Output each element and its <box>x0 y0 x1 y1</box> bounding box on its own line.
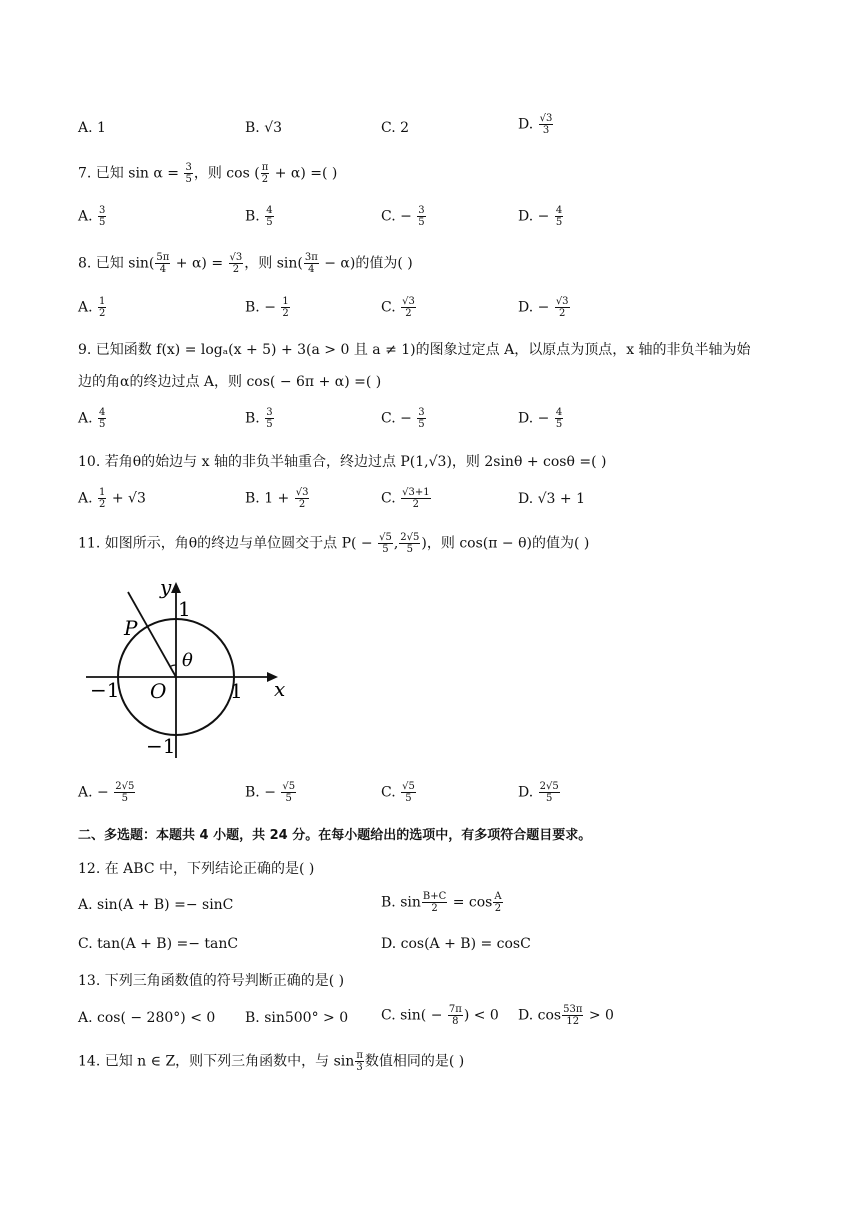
q9-option-a: A. $\frac{4}{5}$ <box>78 407 106 430</box>
q12-option-c: C. tan(A + B) =− tanC <box>78 936 239 952</box>
q9-option-c: C. − $\frac{3}{5}$ <box>381 407 425 430</box>
q11-option-b: B. − $\frac{√5}{5}$ <box>245 781 296 804</box>
y-axis-arrow-icon <box>171 582 181 593</box>
q12-option-b: B. sin $\frac{B+C}{2}$ = cos $\frac{A}{2}$ <box>381 891 502 914</box>
q7-stem: 7. 已知 sin α = $\frac{3}{5}$ ，则 cos ( $\frac{\pi}{2}$ + α) =( ) <box>78 162 338 185</box>
q13-option-b: B. sin500° > 0 <box>245 1010 349 1026</box>
q9-stem-line1: 9. 已知函数 f(x) = logₐ(x + 5) + 3(a > 0 且 a ≠ 1)的图象过定点 A，以原点为顶点，x 轴的非负半轴为始 <box>78 342 751 358</box>
q11-option-a: A. − $\frac{2√5}{5}$ <box>78 781 135 804</box>
q6-option-d: D. $\frac{√3}{3}$ <box>518 113 553 136</box>
q7-option-d: D. − $\frac{4}{5}$ <box>518 205 563 228</box>
label-neg-one-bottom: −1 <box>146 734 176 758</box>
q8-option-b: B. − $\frac{1}{2}$ <box>245 296 289 319</box>
q13-option-a: A. cos( − 280°) < 0 <box>78 1010 216 1026</box>
q13-stem: 13. 下列三角函数值的符号判断正确的是( ) <box>78 973 345 989</box>
q6-option-b: B. √3 <box>245 120 283 136</box>
label-o: O <box>150 679 167 703</box>
label-p: P <box>124 616 138 640</box>
q11-stem: 11. 如图所示，角θ的终边与单位圆交于点 P( − $\frac{√5}{5}$ , $\frac{2√5}{5}$ )，则 cos(π − θ)的值为( ) <box>78 532 590 555</box>
q12-option-d: D. cos(A + B) = cosC <box>381 936 531 952</box>
q6-option-a: A. 1 <box>78 120 106 136</box>
q7-option-a: A. $\frac{3}{5}$ <box>78 205 106 228</box>
y-label: y <box>160 575 172 599</box>
unit-circle-figure <box>86 574 286 760</box>
q6-option-c: C. 2 <box>381 120 410 136</box>
q14-stem: 14. 已知 n ∈ Z，则下列三角函数中，与 sin $\frac{\pi}{3}$ 数值相同的是( ) <box>78 1050 465 1073</box>
q12-option-a: A. sin(A + B) =− sinC <box>78 897 234 913</box>
q13-option-d: D. cos $\frac{53\pi}{12}$ > 0 <box>518 1004 614 1027</box>
q10-option-a: A. $\frac{1}{2}$ + √3 <box>78 487 146 510</box>
q10-option-d: D. √3 + 1 <box>518 491 585 507</box>
q8-option-a: A. $\frac{1}{2}$ <box>78 296 106 319</box>
q9-stem-line2: 边的角α的终边过点 A，则 cos( − 6π + α) =( ) <box>78 374 382 390</box>
q10-option-b: B. 1 + $\frac{√3}{2}$ <box>245 487 309 510</box>
x-label: x <box>274 677 286 701</box>
q9-option-b: B. $\frac{3}{5}$ <box>245 407 273 430</box>
q8-stem: 8. 已知 sin( $\frac{5\pi}{4}$ + α) = $\frac{√3}{2}$ ，则 sin( $\frac{3\pi}{4}$ − α)的值为( ) <box>78 252 413 275</box>
q10-stem: 10. 若角θ的始边与 x 轴的非负半轴重合，终边过点 P(1,√3)，则 2sinθ + cosθ =( ) <box>78 454 607 470</box>
label-one-top: 1 <box>178 597 191 621</box>
q11-option-d: D. $\frac{2√5}{5}$ <box>518 781 559 804</box>
q7-option-c: C. − $\frac{3}{5}$ <box>381 205 425 228</box>
label-theta: θ <box>182 650 193 671</box>
q12-stem: 12. 在 ABC 中，下列结论正确的是( ) <box>78 861 315 877</box>
label-neg-one-left: −1 <box>90 678 120 702</box>
q10-option-c: C. $\frac{√3+1}{2}$ <box>381 487 430 510</box>
q8-option-c: C. $\frac{√3}{2}$ <box>381 296 415 319</box>
label-one-right: 1 <box>230 679 243 703</box>
q7-option-b: B. $\frac{4}{5}$ <box>245 205 273 228</box>
q9-option-d: D. − $\frac{4}{5}$ <box>518 407 563 430</box>
q8-option-d: D. − $\frac{√3}{2}$ <box>518 296 569 319</box>
section-heading-multi-choice: 二、多选题：本题共 4 小题，共 24 分。在每小题给出的选项中，有多项符合题目要求。 <box>78 828 592 843</box>
q13-option-c: C. sin( − $\frac{7\pi}{8}$ ) < 0 <box>381 1004 499 1027</box>
q11-option-c: C. $\frac{√5}{5}$ <box>381 781 415 804</box>
